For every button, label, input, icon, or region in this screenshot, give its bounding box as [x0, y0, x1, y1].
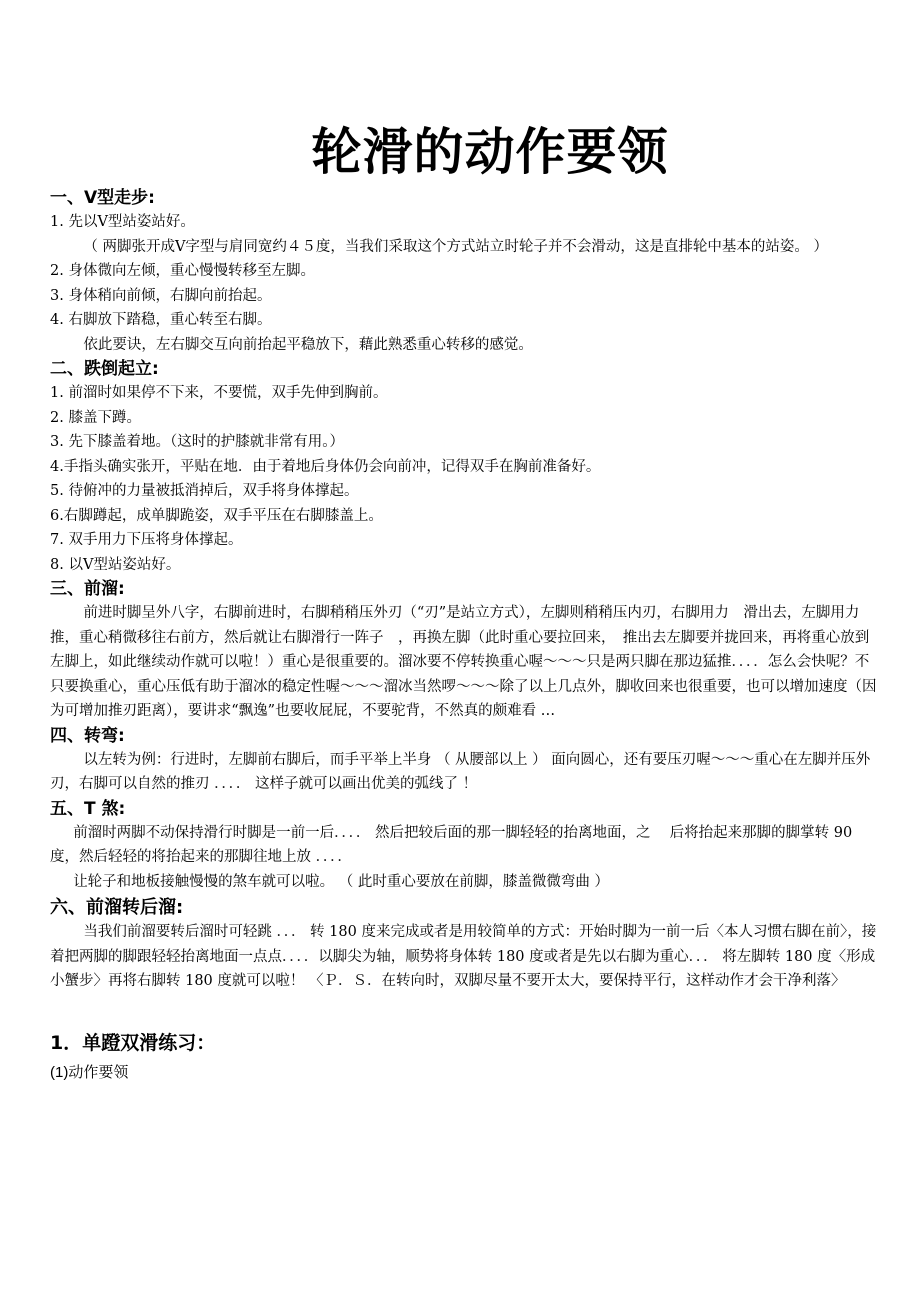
page-title: 轮滑的动作要领	[311, 123, 669, 181]
document-body	[50, 186, 880, 1086]
paragraph: 2. 膝盖下蹲。	[50, 409, 141, 426]
paragraph: 4. 右脚放下踏稳，重心转至右脚。	[50, 312, 272, 328]
section-heading-forward-to-backward: 六、前溜转后溜:	[50, 897, 184, 918]
paragraph: 8. 以V型站姿站好。	[50, 556, 181, 573]
paragraph: 1. 前溜时如果停不下来，不要慌，双手先伸到胸前。	[50, 385, 388, 401]
section-heading-single-push: 1．单蹬双滑练习：	[50, 1031, 216, 1054]
section-heading-forward-glide: 三、前溜:	[50, 579, 125, 599]
paragraph: 1. 先以V型站姿站好。	[50, 214, 195, 230]
paragraph: 7. 双手用力下压将身体撑起。	[50, 532, 243, 548]
paragraph: 6.右脚蹲起，成单脚跪姿，双手平压在右脚膝盖上。	[50, 507, 383, 524]
sub-heading: (1)动作要领	[50, 1063, 129, 1081]
paragraph: 前进时脚呈外八字，右脚前进时，右脚稍稍压外刃（“刃”是站立方式），左脚则稍稍压内刃，右脚用力 滑出去，左脚用力推，重心稍微移往右前方，然后就让右脚滑行一阵子 ，再换左脚（此时重心要拉回来， 推出去左脚要并拢回来，再将重心放到左脚上，如此继续动作就可以啦！）重心是很重要的。溜冰要不停转换重心喔～～～只是两只脚在那边猛推．．．．怎么会快呢？不只要换重心，重心压低有助于溜冰的稳定性喔～～～溜冰当然啰～～～除了以上几点外，脚收回来也很重要，也可以增加速度（因为可增加推刃距离），要讲求“飘逸”也要收屁屁，不要驼背，不然真的颇难看 …	[50, 605, 877, 719]
section-heading-v-walk: 一、V型走步:	[50, 188, 155, 208]
paragraph: 依此要诀，左右脚交互向前抬起平稳放下，藉此熟悉重心转移的感觉。	[83, 336, 533, 353]
paragraph: 3. 身体稍向前倾，右脚向前抬起。	[50, 287, 272, 304]
section-heading-turning: 四、转弯:	[50, 725, 125, 746]
paragraph: 前溜时两脚不动保持滑行时脚是一前一后．．．． 然后把较后面的那一脚轻轻的抬离地面，之 后将抬起来那脚的脚掌转 90 度，然后轻轻的将抬起来的那脚往地上放 ．．．．	[50, 824, 853, 865]
paragraph: 4.手指头确实张开，平贴在地．由于着地后身体仍会向前冲，记得双手在胸前准备好。	[50, 458, 601, 475]
paragraph: 3. 先下膝盖着地。（这时的护膝就非常有用。）	[50, 434, 344, 450]
paragraph: 当我们前溜要转后溜时可轻跳 ．．． 转 180 度来完成或者是用较简单的方式：开始时脚为一前一后〈本人习惯右脚在前〉，接着把两脚的脚跟轻轻抬离地面一点点．．．．以脚尖为轴，顺势将身体转 180 度或者是先以右脚为重心．．． 将左脚转 180 度〈形成小蟹步〉再将右脚转 180 度就可以啦！ 〈Ｐ．Ｓ．在转向时，双脚尽量不要开太大，要保持平行，这样动作才会干净利落〉	[50, 924, 877, 989]
paragraph: 5. 待俯冲的力量被抵消掉后，双手将身体撑起。	[50, 483, 359, 499]
spacer	[50, 994, 880, 1028]
section-heading-fall-recover: 二、跌倒起立:	[50, 359, 159, 379]
paragraph: （ 两脚张开成V字型与肩同宽约４５度，当我们采取这个方式站立时轮子并不会滑动，这是直排轮中基本的站姿。 ）	[83, 238, 829, 255]
paragraph: 2. 身体微向左倾，重心慢慢转移至左脚。	[50, 263, 315, 279]
paragraph: 以左转为例：行进时，左脚前右脚后，而手平举上半身 （ 从腰部以上 ） 面向圆心，还有要压刃喔～～～重心在左脚并压外刃，右脚可以自然的推刃 ．．．． 这样子就可以画出优美的弧线了 ！	[50, 751, 871, 792]
section-heading-t-stop: 五、T 煞:	[50, 798, 126, 819]
paragraph: 让轮子和地板接触慢慢的煞车就可以啦。 （ 此时重心要放在前脚，膝盖微微弯曲 ）	[73, 873, 610, 890]
